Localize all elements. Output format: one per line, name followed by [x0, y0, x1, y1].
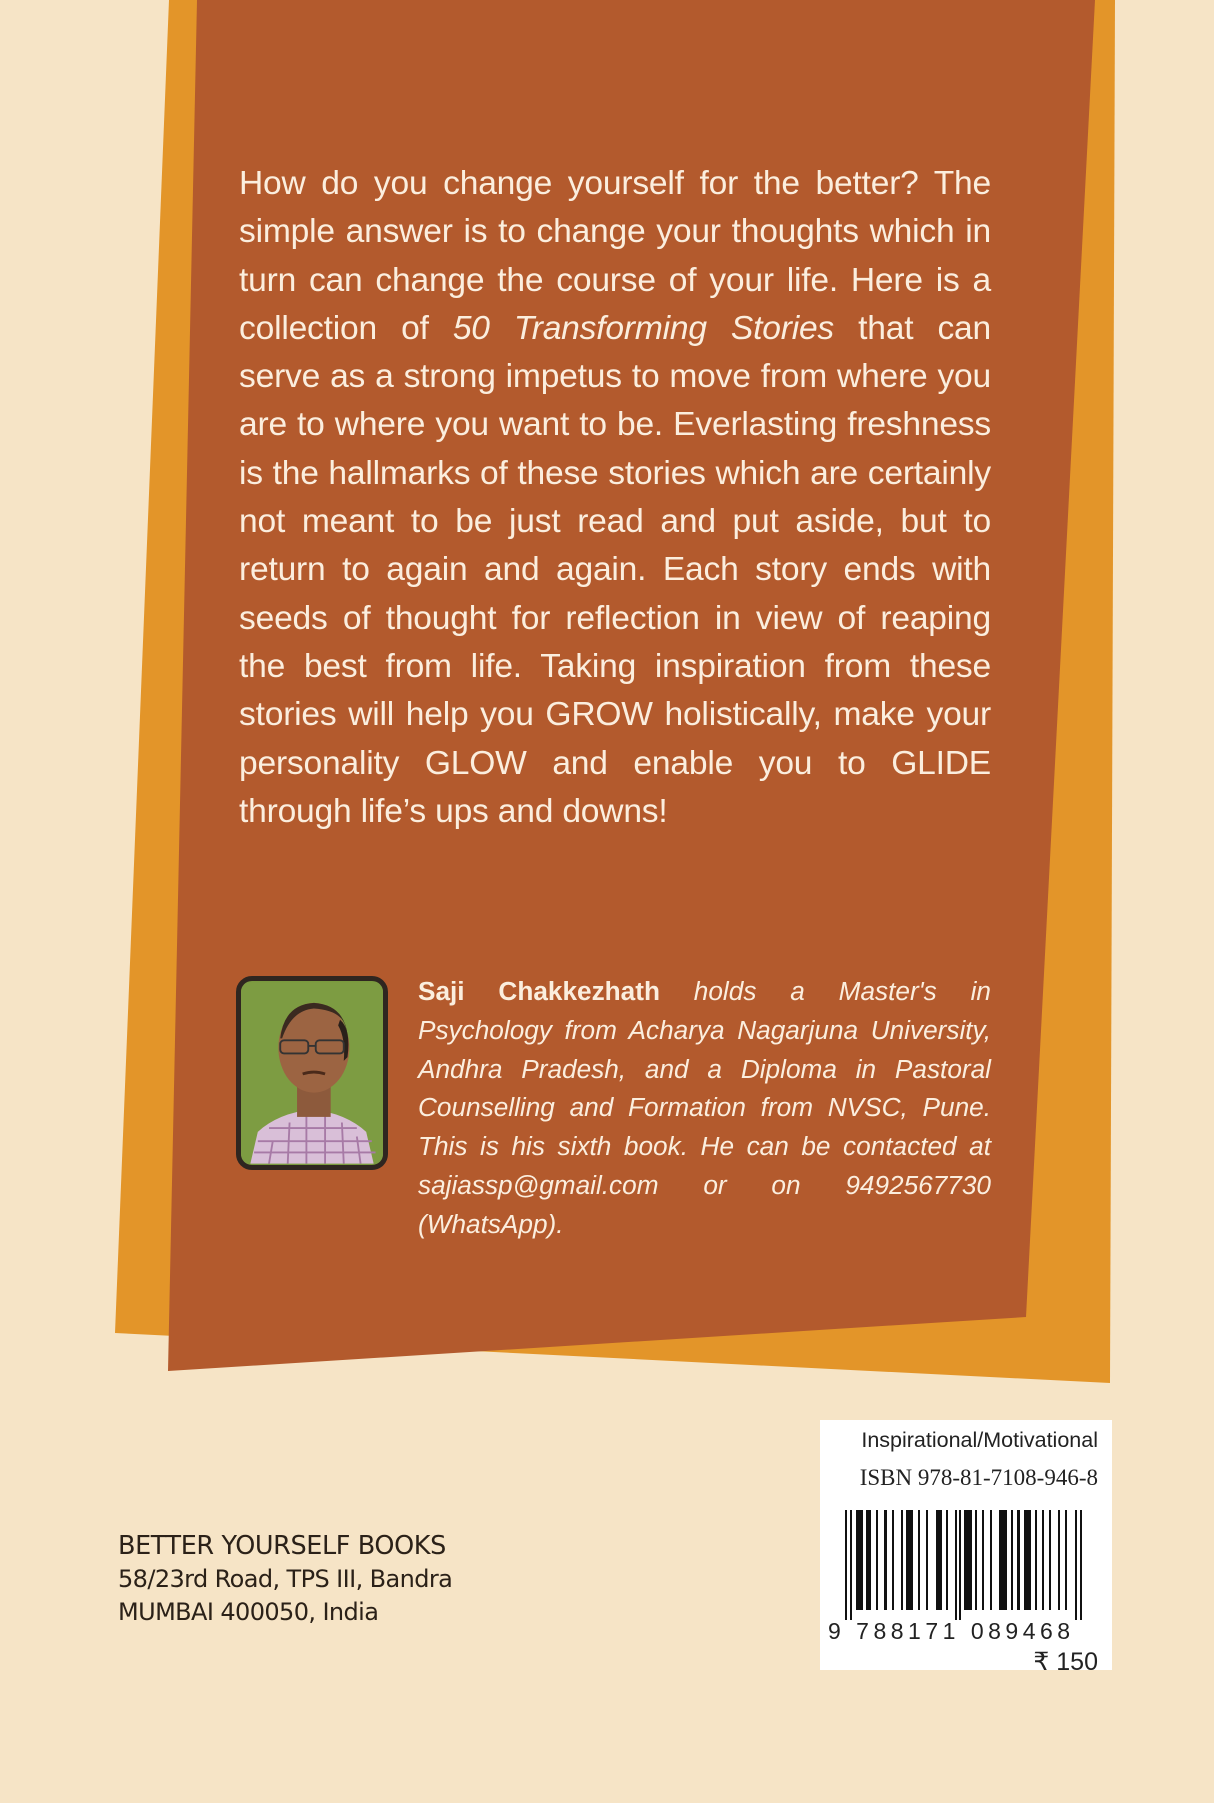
- barcode-label: [820, 1420, 1112, 1676]
- author-bio: [418, 972, 991, 1244]
- genre-label: Inspirational/Motivational: [861, 1428, 1098, 1452]
- publisher-name: BETTER YOURSELF BOOKS: [118, 1531, 446, 1561]
- author-photo: [236, 976, 388, 1170]
- author-bio-text: holds a Master's in Psychology from Acharya Nagarjuna University, Andhra Pradesh, and a Diploma in Pastoral Counselling and Formation from NVSC, Pune. This is his sixth book. He can be contacted at sajiassp@gmail.com or on 9492567730 (WhatsApp).: [418, 976, 991, 1239]
- isbn-label: ISBN 978-81-7108-946-8: [859, 1465, 1098, 1490]
- blurb-text: [239, 160, 991, 836]
- publisher-info: [118, 1530, 452, 1629]
- book-title-italic: 50 Transforming Stories: [452, 309, 835, 347]
- author-name: Saji Chakkezhath: [418, 976, 660, 1006]
- blurb-part2: that can serve as a strong impetus to move from where you are to where you want to be. Everlasting freshness is the hallmarks of these stories which are certainly not meant to be just read and put aside, but to return to again and again. Each story ends with seeds of thought for reflection in view of reaping the best from life. Taking inspiration from these stories will help you GROW holistically, make your personality GLOW and enable you to GLIDE through life’s ups and downs!: [239, 309, 991, 830]
- publisher-address-line2: MUMBAI 400050, India: [118, 1598, 379, 1626]
- blurb-part1: How do you change yourself for the better? The simple answer is to change your thoughts which in turn can change the course of your life. Here is a collection of: [239, 165, 991, 347]
- author-portrait-icon: [241, 981, 383, 1165]
- price-label: ₹ 150: [1033, 1648, 1098, 1676]
- barcode-icon: [845, 1510, 1100, 1620]
- publisher-address-line1: 58/23rd Road, TPS III, Bandra: [118, 1565, 453, 1593]
- ean-digits: 9 788171 089468: [828, 1618, 1075, 1644]
